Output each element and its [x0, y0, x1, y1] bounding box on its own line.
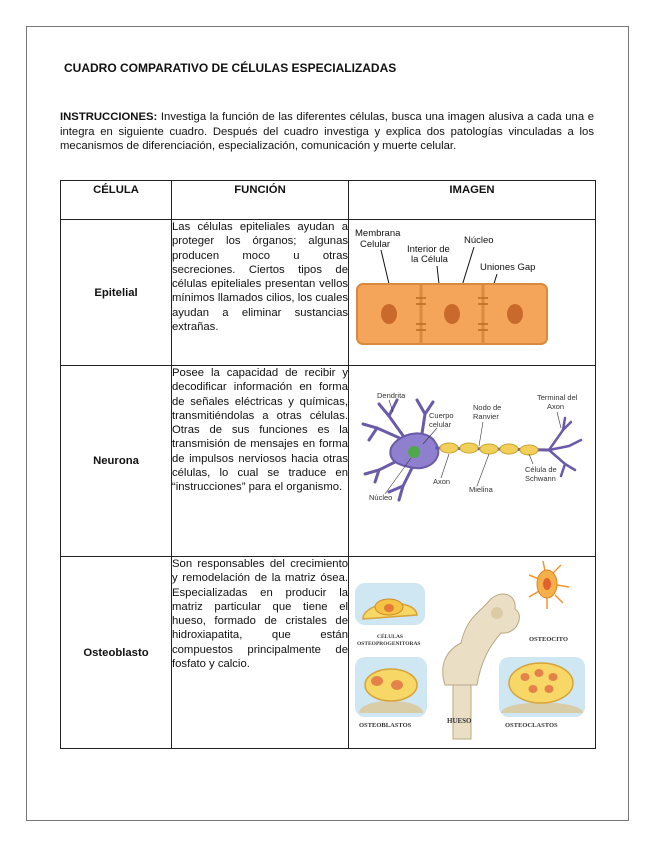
bone-cells-illustration	[349, 557, 595, 748]
cell-name-neurona: Neurona	[61, 366, 172, 557]
label-terminal-line2: Axon	[547, 402, 565, 411]
label-progenitoras-line1: CÉLULAS	[377, 634, 403, 640]
instructions-label: INSTRUCCIONES:	[60, 111, 158, 123]
label-interior-line1: Interior de	[407, 244, 450, 255]
cell-image-osteoblasto	[349, 557, 596, 749]
label-cuerpo-line2: celular	[429, 420, 452, 429]
label-nodo-line1: Nodo de	[473, 403, 502, 412]
label-osteoclastos: OSTEOCLASTOS	[505, 722, 558, 729]
label-nucleo-neurona: Núcleo	[369, 493, 393, 502]
header-cell-imagen: IMAGEN	[349, 181, 596, 220]
neuron-nucleus	[408, 446, 420, 458]
comparison-table	[60, 180, 596, 749]
header-cell-celula: CÉLULA	[61, 181, 172, 220]
neuron-illustration	[349, 366, 595, 556]
label-nucleo: Núcleo	[464, 235, 494, 246]
header-cell-funcion: FUNCIÓN	[172, 181, 349, 220]
nucleus-2	[444, 304, 460, 324]
label-terminal-line1: Terminal del	[537, 393, 578, 402]
cell-image-epitelial	[349, 220, 596, 366]
cell-function-osteoblasto: Son responsables del crecimiento y remodelación de la matriz ósea. Especializadas en producir la matriz particular que tiene el hueso, formado de cristales de hidroxiapatita, que están compuestos principalmente de fosfato y calcio.	[172, 557, 349, 749]
cell-function-neurona: Posee la capacidad de recibir y decodificar información en forma de señales eléctricas y químicas, transmitiéndolas a otras células. Otras de sus funciones es la transmisión de mensajes en forma de impulsos nerviosos hacia otras células, lo cual se traduce en “instrucciones” para el organismo.	[172, 366, 349, 557]
label-cuerpo-line1: Cuerpo	[429, 411, 454, 420]
label-nodo-line2: Ranvier	[473, 412, 499, 421]
label-hueso: HUESO	[447, 717, 472, 725]
instructions-text: Investiga la función de las diferentes células, busca una imagen alusiva a cada una e integra en siguiente cuadro. Después del cuadro investiga y explica dos patologías vinculadas a los mecanismos de diferenciación, especialización, comunicación y muerte celular.	[60, 111, 594, 152]
label-mielina: Mielina	[469, 485, 493, 494]
label-osteocito: OSTEOCITO	[529, 636, 568, 643]
nucleus-1	[381, 304, 397, 324]
label-schwann-line2: Schwann	[525, 474, 556, 483]
label-progenitoras-line2: OSTEOPROGENITORAS	[357, 641, 421, 647]
label-axon: Axon	[433, 477, 451, 486]
cell-name-epitelial: Epitelial	[61, 220, 172, 366]
label-uniones: Uniones Gap	[480, 262, 536, 273]
table-row	[61, 220, 596, 366]
nucleus-3	[507, 304, 523, 324]
table-header-row	[61, 181, 596, 220]
label-schwann-line1: Célula de	[525, 465, 557, 474]
label-membrana-line2: Celular	[360, 239, 391, 250]
cell-function-epitelial: Las células epiteliales ayudan a proteger los órganos; algunas producen moco u otras secreciones. Ciertos tipos de células epiteliales presentan vellos mínimos llamados cilios, los cuales ayudan a eliminar sustancias extrañas.	[172, 220, 349, 366]
instructions-paragraph	[60, 110, 594, 154]
myelin-sheath	[440, 443, 538, 455]
cell-image-neurona	[349, 366, 596, 557]
table-row	[61, 557, 596, 749]
cell-name-osteoblasto: Osteoblasto	[61, 557, 172, 749]
label-dendrita: Dendrita	[377, 391, 406, 400]
table-row	[61, 366, 596, 557]
document-title: CUADRO COMPARATIVO DE CÉLULAS ESPECIALIZADAS	[64, 61, 397, 75]
label-osteoblastos: OSTEOBLASTOS	[359, 722, 412, 729]
epithelial-cells-illustration	[349, 220, 595, 365]
label-interior-line2: la Célula	[411, 254, 448, 265]
label-membrana-line1: Membrana	[355, 228, 401, 239]
bone-shaft	[453, 685, 471, 739]
